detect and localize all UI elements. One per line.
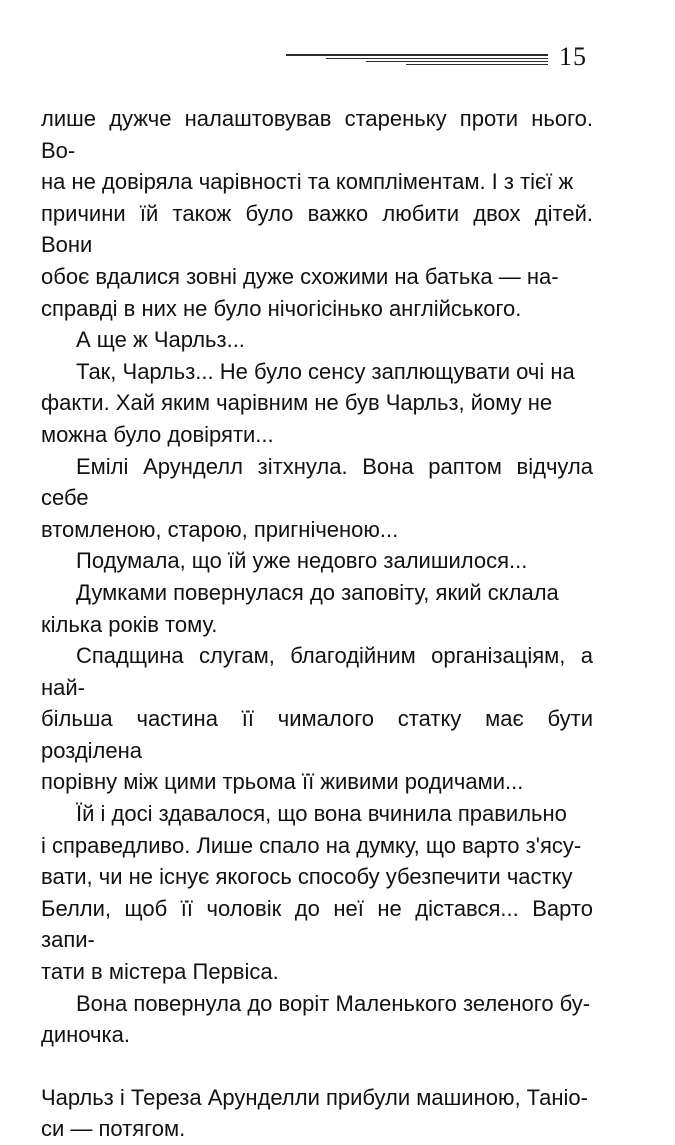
paragraph: Спадщина слугам, благодійним організаціям, а най- більша частина її чималого статку має бути розділена порівну між цими трьома її живими родичами... [41, 643, 593, 795]
rule-line [286, 54, 548, 56]
body-text [41, 103, 593, 1145]
paragraph: лише дужче налаштовував стареньку проти нього. Во- на не довіряла чарівності та компліментам. І з тієї ж причини їй також було важко любити двох дітей. Вони обоє вдалися зовні дуже схожими на батька — на- справді в них не було нічогісінько англійського. [41, 106, 593, 321]
section-break [41, 1051, 593, 1082]
paragraph: Вона повернула до воріт Маленького зеленого бу- диночка. [41, 990, 591, 1048]
rule-line [326, 58, 548, 59]
paragraph: Думками повернулася до заповіту, який склала кілька років тому. [41, 579, 559, 637]
paragraph: Так, Чарльз... Не було сенсу заплющувати очі на факти. Хай яким чарівним не був Чарльз, йому не можна було довіряти... [41, 358, 575, 447]
paragraph: А ще ж Чарльз... [76, 327, 245, 353]
paragraph: Чарльз і Тереза Арунделли прибули машиною, Таніо- си — потягом. [41, 1084, 588, 1142]
paragraph: Їй і досі здавалося, що вона вчинила правильно і справедливо. Лише спало на думку, що варто з'ясу- вати, чи не існує якогось способу убезпечити частку Белли, щоб її чоловік до неї не дістався... Варто запи- тати в містера Первіса. [41, 801, 593, 985]
rule-line [406, 64, 548, 65]
paragraph: Емілі Арунделл зітхнула. Вона раптом відчула себе втомленою, старою, пригніченою... [41, 453, 593, 542]
paragraph: Подумала, що їй уже недовго залишилося... [76, 548, 528, 574]
page-number: 15 [559, 42, 587, 71]
rule-line [366, 61, 548, 62]
header-decorative-rule [286, 49, 548, 69]
